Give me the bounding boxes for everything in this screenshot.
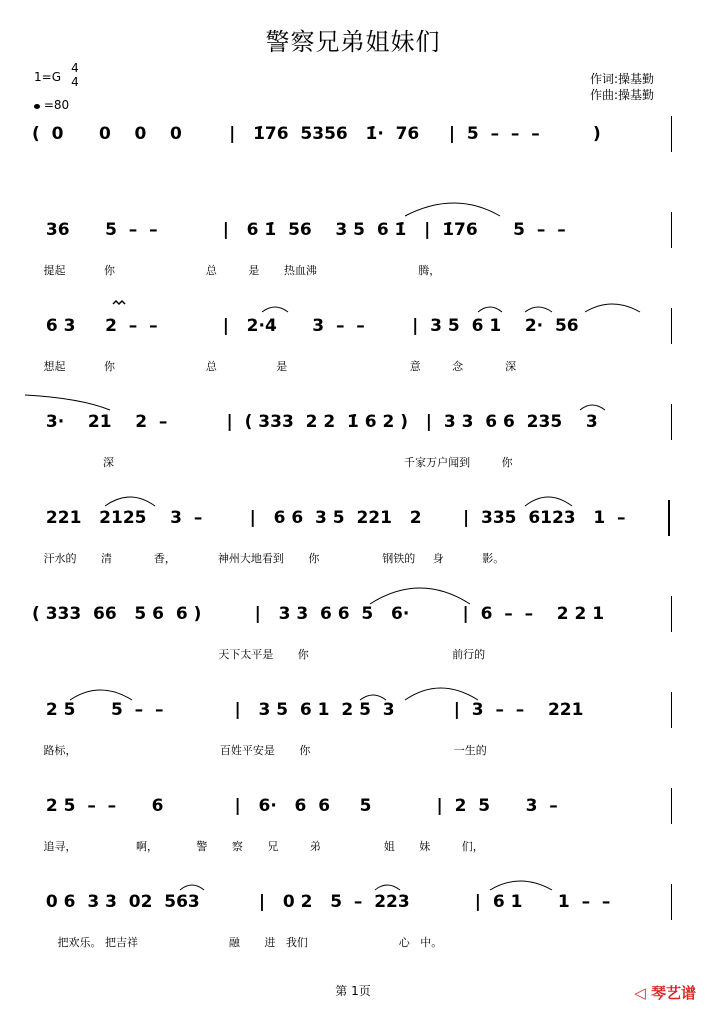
slur-12 bbox=[360, 695, 386, 700]
notation-row-5: 221 2125 3 – | 6 6 3 5 221 2 | 335 6123 1 – bbox=[40, 508, 626, 528]
slur-14 bbox=[180, 885, 204, 890]
notation-row-2: 36 5 – – | 6 1̇ 56 3 5 6 1̇ | 1̇76 5 – – bbox=[40, 220, 566, 240]
lyric-row-2: 提起 你 总 是 热血沸 腾， bbox=[40, 264, 441, 277]
lyric-row-5: 汗水的 清 香， 神州大地看到 你 钢铁的 身 影。 bbox=[40, 552, 505, 565]
notation-row-9: 0 6 3 3 02 563 | 0 2 5 – 223 | 6 1 1 – – bbox=[40, 892, 611, 912]
lyric-row-7: 路标， 百姓平安是 你 一生的 bbox=[40, 744, 487, 757]
lyric-row-4: 深 千家万户闻到 你 bbox=[40, 456, 513, 469]
notation-row-4: 3· 21 2 – | ( 333 2 2 1̇ 6 2 ) | 3 3 6 6 235 3 bbox=[40, 412, 598, 432]
lyric-row-9: 把欢乐。 把吉祥 融 进 我们 心 中。 bbox=[40, 936, 443, 949]
song-title: 警察兄弟姐妹们 bbox=[265, 28, 441, 56]
slur-5 bbox=[585, 304, 640, 312]
slur-10 bbox=[370, 588, 470, 604]
logo-text: 琴艺谱 bbox=[650, 984, 696, 1002]
notation-row-3: 6 3 2 – – | 2·4 3 – – | 3 5 6 1 2· 56 bbox=[40, 316, 579, 336]
notation-row-8: 2 5 – – 6 | 6· 6 6 5 | 2 5 3 – bbox=[40, 796, 558, 816]
time-top: 4 bbox=[71, 61, 79, 75]
slur-4 bbox=[525, 307, 552, 312]
mordent-mark bbox=[113, 301, 125, 304]
notation-row-7: 2 5 5 – – | 3 5 6 1 2 5 3 | 3 – – 221 bbox=[40, 700, 584, 720]
slur-16 bbox=[490, 881, 552, 890]
slur-3 bbox=[478, 307, 502, 312]
slur-1 bbox=[405, 203, 500, 216]
slur-7 bbox=[580, 405, 605, 410]
notation-row-1: ( 0 0 0 0 | 1̇76 5356 1̇· 76 | 5 – – – ) bbox=[32, 124, 601, 144]
site-logo bbox=[634, 982, 696, 1003]
lyricist-credit: 作词:操基勤 bbox=[589, 72, 654, 86]
lyric-row-3: 想起 你 总 是 意 念 深 bbox=[40, 360, 517, 373]
notation-row-6: ( 333 66 5 6 6 ) | 3 3 6 6 5 6· | 6 – – 2 2 1 bbox=[32, 604, 605, 624]
tempo-value: =80 bbox=[43, 98, 70, 112]
slur-6 bbox=[25, 395, 110, 410]
slur-13 bbox=[405, 688, 478, 700]
page-number: 第 1页 bbox=[335, 984, 371, 998]
key-label: 1=G bbox=[34, 70, 61, 84]
time-bottom: 4 bbox=[71, 75, 79, 89]
logo-icon: ◁ bbox=[634, 984, 646, 1002]
lyric-row-8: 追寻， 啊， 警 察 兄 弟 姐 妹 们， bbox=[40, 840, 484, 853]
slur-2 bbox=[262, 307, 288, 312]
composer-credit: 作曲:操基勤 bbox=[589, 88, 654, 102]
lyric-row-6: 天下太平是 你 前行的 bbox=[40, 648, 486, 661]
slur-15 bbox=[375, 885, 400, 890]
slur-9 bbox=[525, 497, 572, 506]
slur-11 bbox=[70, 690, 132, 700]
slur-8 bbox=[105, 497, 155, 506]
